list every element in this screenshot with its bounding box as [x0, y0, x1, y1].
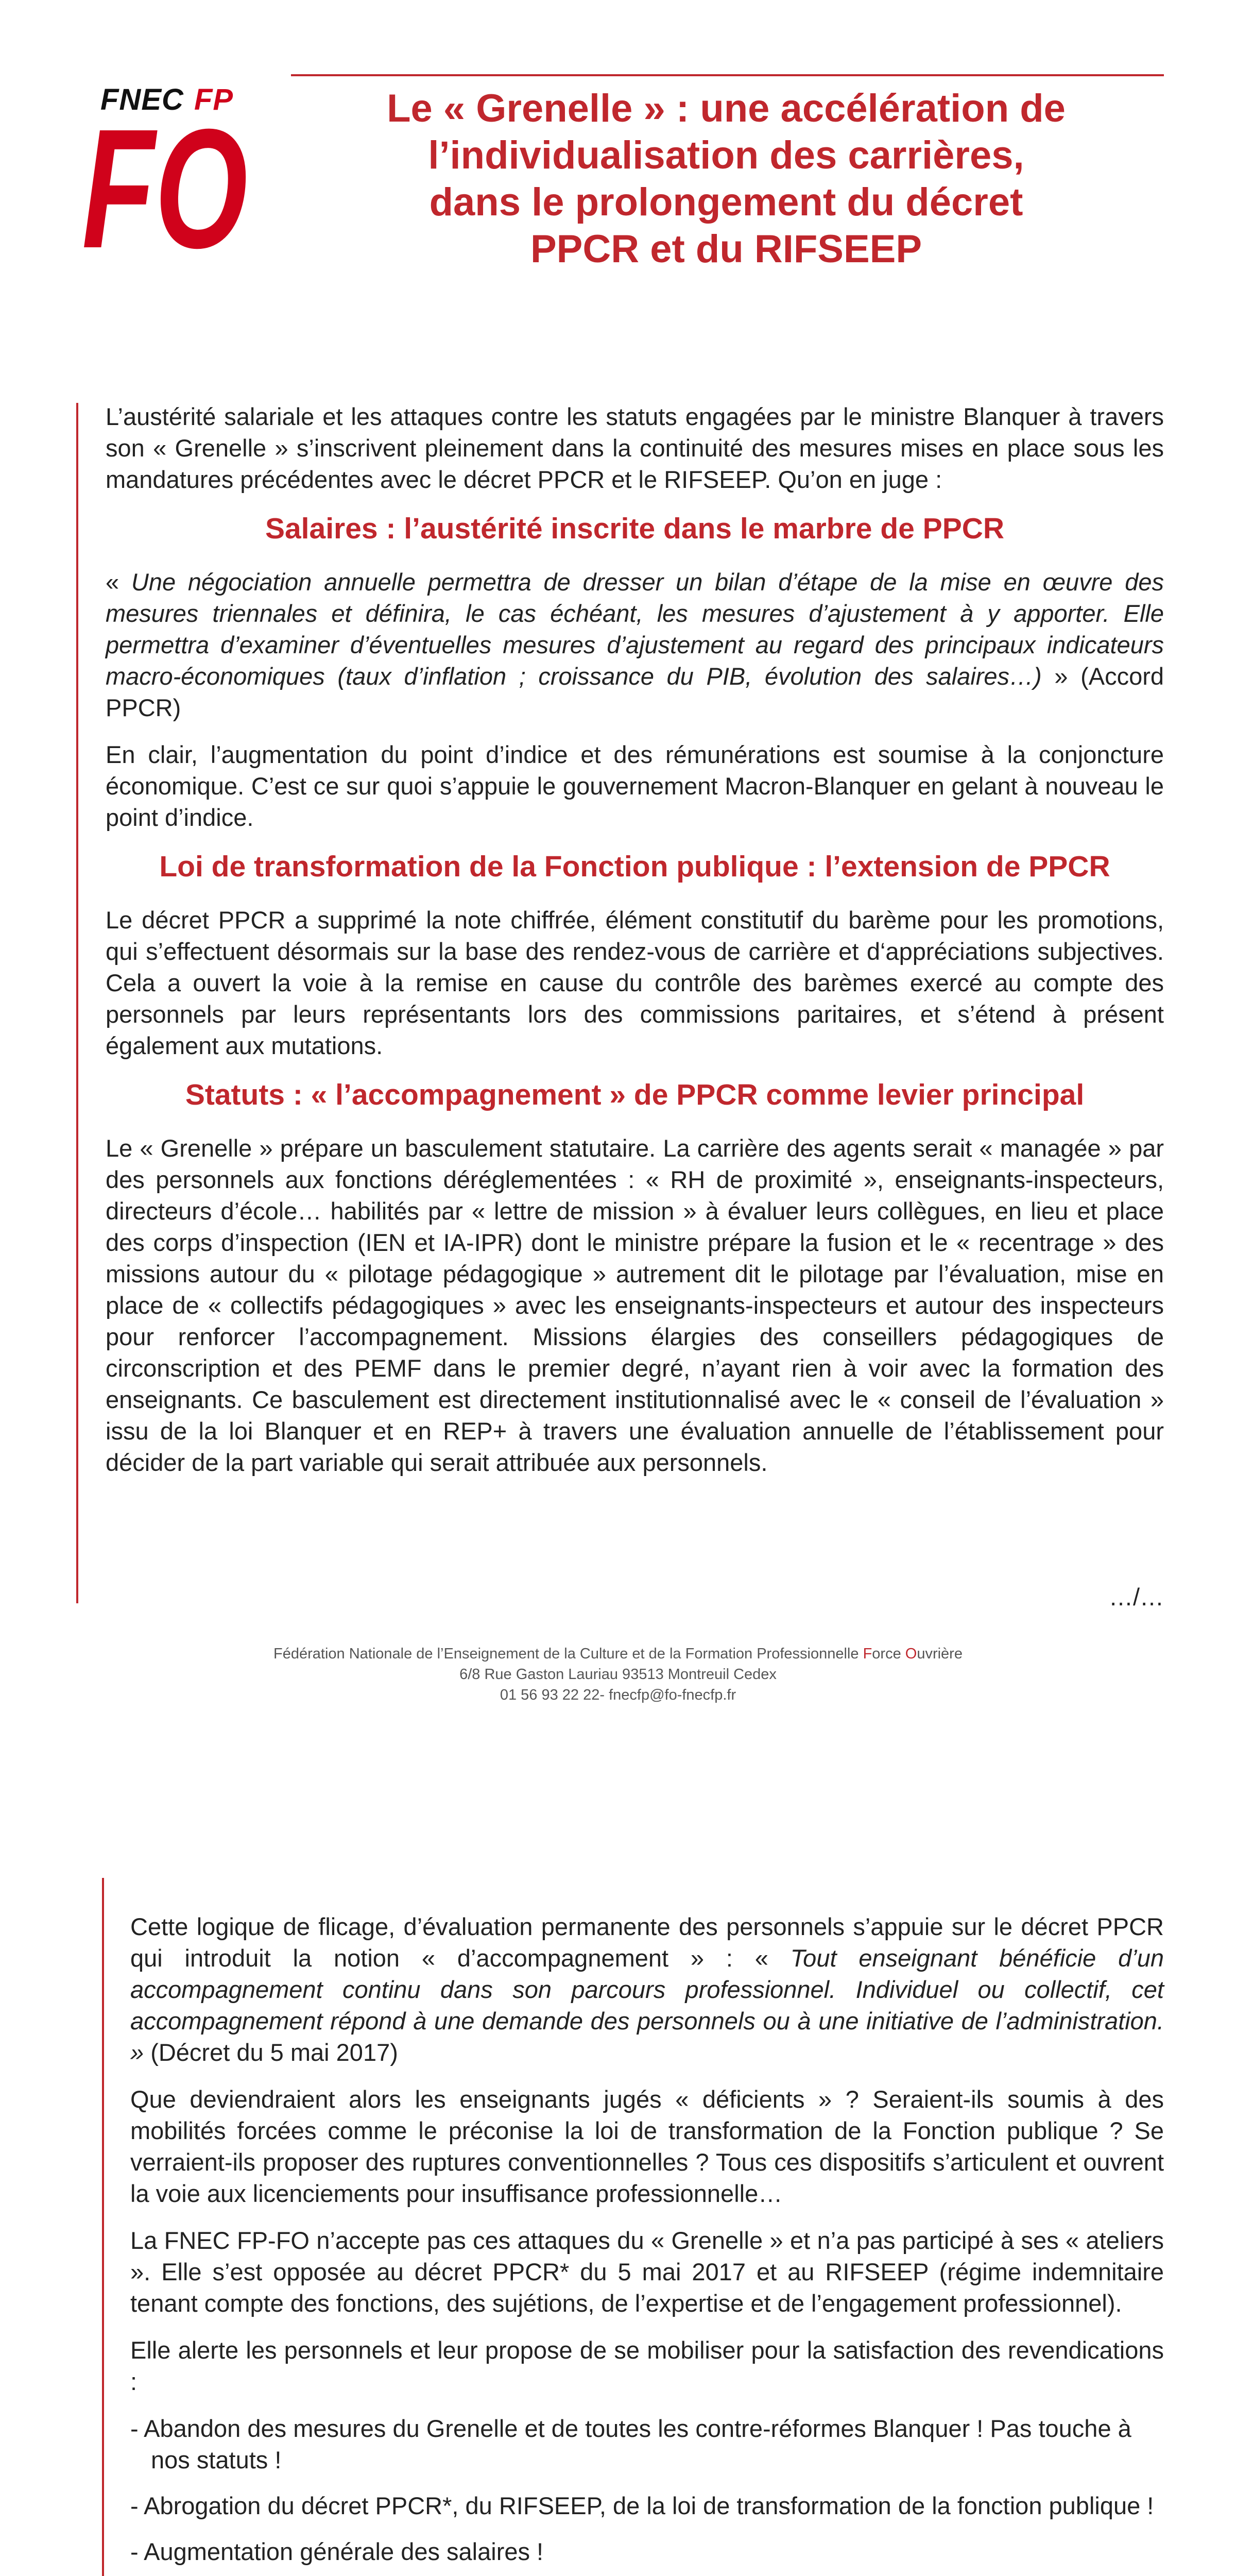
- accompagnement-paragraph: [130, 1911, 1164, 2068]
- section-heading-loi-transformation: Loi de transformation de la Fonction publique : l’extension de PPCR: [159, 850, 1110, 883]
- section-heading-statuts: Statuts : « l’accompagnement » de PPCR comme levier principal: [185, 1078, 1085, 1111]
- title-line-2: l’individualisation des carrières,: [428, 133, 1024, 177]
- footer-o-letter: O: [905, 1646, 917, 1662]
- accompagnement-text: Cette logique de flicage, d’évaluation permanente des personnels s’appuie sur le décret PPCR qui introduit la notion « d’accompagnement » : «: [130, 1913, 1164, 1972]
- footer-address: 6/8 Rue Gaston Lauriau 93513 Montreuil Cedex: [459, 1666, 777, 1683]
- quote-open: «: [106, 568, 131, 596]
- intro-paragraph: L’austérité salariale et les attaques contre les statuts engagées par le ministre Blanquer à travers son « Grenelle » s’inscrivent pleinement dans la continuité des mesures mises en place sous les mandatures précédentes avec le décret PPCR et le RIFSEEP. Qu’on en juge :: [106, 403, 1164, 493]
- demand-item: - Abrogation du décret PPCR*, du RIFSEEP, de la loi de transformation de la fonction publique !: [130, 2492, 1154, 2519]
- left-margin-rule: [76, 403, 78, 1603]
- alert-paragraph: Elle alerte les personnels et leur propose de se mobiliser pour la satisfaction des revendications :: [130, 2336, 1164, 2395]
- decret-quote: Tout enseignant bénéficie d’un accompagnement continu dans son parcours professionnel. Individuel ou collectif, cet accompagnement répond à une demande des personnels ou à une initiative de l’administration. »: [130, 1944, 1164, 2066]
- footer-line-1: [0, 1643, 1236, 1664]
- salaires-paragraph: En clair, l’augmentation du point d’indice et des rémunérations est soumise à la conjoncture économique. C’est ce sur quoi s’appuie le gouvernement Macron-Blanquer en gelant à nouveau le point d’indice.: [106, 741, 1164, 831]
- footer-f-letter: F: [863, 1646, 872, 1662]
- logo-fo-text: FO: [82, 114, 248, 258]
- footer-contact: 01 56 93 22 22- fnecfp@fo-fnecfp.fr: [500, 1687, 736, 1703]
- footer-federation-name: Fédération Nationale de l’Enseignement de la Culture et de la Formation Professionnelle: [273, 1646, 863, 1662]
- logo-fnec-text: FNEC: [100, 83, 184, 116]
- demand-item: - Augmentation générale des salaires !: [130, 2538, 544, 2565]
- demand-item: - Abandon des mesures du Grenelle et de toutes les contre-réformes Blanquer ! Pas touche à nos statuts !: [130, 2415, 1131, 2473]
- decret-reference: (Décret du 5 mai 2017): [144, 2039, 398, 2066]
- left-margin-rule: [102, 1878, 104, 2576]
- logo-fo-mark: [80, 114, 250, 258]
- demands-list: [130, 2413, 1164, 2567]
- fnec-fp-fo-logo: [80, 82, 250, 258]
- footer-orce: orce: [872, 1646, 905, 1662]
- title-line-4: PPCR et du RIFSEEP: [530, 227, 922, 271]
- accord-ppcr-quote: [106, 566, 1164, 723]
- continued-marker: …/…: [1108, 1583, 1164, 1611]
- title-line-3: dans le prolongement du décret: [429, 180, 1023, 224]
- header-rule: [291, 74, 1164, 76]
- title-line-1: Le « Grenelle » : une accélération de: [387, 87, 1066, 130]
- quote-text: Une négociation annuelle permettra de dresser un bilan d’étape de la mise en œuvre des mesures triennales et définira, le cas échéant, les mesures d’ajustement à y apporter. Elle permettra d’examiner d’éventuelles mesures d’ajustement au regard des principaux indicateurs macro-économiques (taux d’inflation ; croissance du PIB, évolution des salaires…): [106, 568, 1164, 690]
- deficients-paragraph: Que deviendraient alors les enseignants jugés « déficients » ? Seraient-ils soumis à des mobilités forcées comme le préconise la loi de transformation de la Fonction publique ? Se verraient-ils proposer des ruptures conventionnelles ? Tous ces dispositifs s’articulent et ouvrent la voie aux licenciements pour insuffisance professionnelle…: [130, 2086, 1164, 2207]
- loi-transformation-paragraph: Le décret PPCR a supprimé la note chiffrée, élément constitutif du barème pour les promotions, qui s’effectuent désormais sur la base des rendez-vous de carrière et d‘appréciations subjectives. Cela a ouvert la voie à la remise en cause du contrôle des barèmes exercé au compte des personnels par leurs représentants lors des commissions paritaires, et s’étend à présent également aux mutations.: [106, 906, 1164, 1059]
- page-1-body: [106, 401, 1164, 1494]
- federation-footer: [0, 1643, 1236, 1705]
- logo-fp-text: FP: [194, 83, 234, 116]
- statuts-paragraph: Le « Grenelle » prépare un basculement statutaire. La carrière des agents serait « managée » par des personnels aux fonctions déréglementées : « RH de proximité », enseignants-inspecteurs, directeurs d’école… habilités par « lettre de mission » à évaluer leurs collègues, en lieu et place des corps d’inspection (IEN et IA-IPR) dont le ministre prépare la fusion et le « recentrage » des missions autour du « pilotage pédagogique » autrement dit le pilotage par l’évaluation, mise en place de « collectifs pédagogiques » avec les enseignants-inspecteurs et autour des inspecteurs pour renforcer l’accompagnement. Missions élargies des conseillers pédagogiques de circonscription et des PEMF dans le premier degré, n’ayant rien à voir avec la formation des enseignants. Ce basculement est directement institutionnalisé avec le « conseil de l’évaluation » issu de la loi Blanquer et en REP+ à travers une évaluation annuelle de l’établissement pour décider de la part variable qui serait attribuée aux personnels.: [106, 1134, 1164, 1476]
- page-2-body: [130, 1911, 1164, 2576]
- fnec-position-paragraph: La FNEC FP-FO n’accepte pas ces attaques du « Grenelle » et n’a pas participé à ses « ateliers ». Elle s’est opposée au décret PPCR* du 5 mai 2017 et au RIFSEEP (régime indemnitaire tenant compte des fonctions, des sujétions, de l’expertise et de l’engagement professionnel).: [130, 2227, 1164, 2317]
- footer-uvriere: uvrière: [917, 1646, 963, 1662]
- quote-close: » (Accord PPCR): [106, 663, 1164, 721]
- page-title: [288, 85, 1164, 273]
- section-heading-salaires: Salaires : l’austérité inscrite dans le marbre de PPCR: [265, 512, 1005, 545]
- page-2: [0, 1748, 1236, 2576]
